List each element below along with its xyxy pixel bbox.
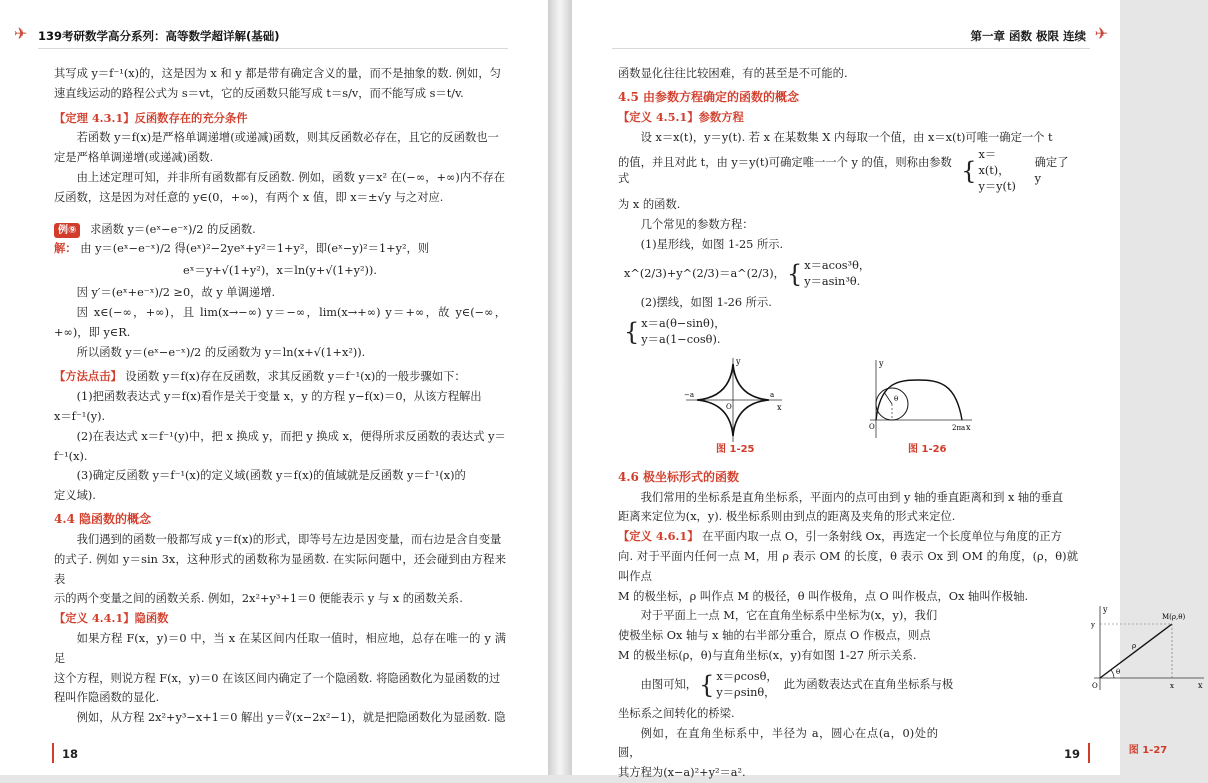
right-body [618,64,1203,783]
example-text: 求函数 y＝(eˣ−e⁻ˣ)/2 的反函数. [90,222,256,236]
paragraph: 定是严格单调递增(或递减)函数. [54,151,214,165]
param-definition-line: 的值，并且对此 t，由 y＝y(t)可确定唯一一个 y 的值，则称由参数式 { x＝x(t)， y＝y(t) 确定了 y [618,148,1069,194]
method-label: 【方法点击】 [54,369,122,384]
brace: { [624,317,640,346]
paragraph: 程叫作隐函数的显化. [54,691,160,705]
section-heading: 4.6 极坐标形式的函数 [618,469,740,484]
axis-label-y: y [1103,605,1108,615]
paragraph: 坐标系之间转化的桥梁. [618,706,735,720]
angle-label: θ [894,394,899,403]
solution-line: 解： 由 y＝(eˣ−e⁻ˣ)/2 得(eˣ)²−2yeˣ+y²＝1+y²，即(eˣ−y)²＝1+y²，则 [54,241,430,256]
right-running-header: 第一章 函数 极限 连续 [970,29,1086,43]
origin-label: O [1092,682,1098,691]
paragraph: 若函数 y＝f(x)是严格单调递增(或递减)函数，则其反函数必存在，且它的反函数也一 [76,131,499,145]
period-label: 2πa [952,423,966,432]
bird-logo-icon: ✈ [14,24,28,43]
paragraph: 速直线运动的路程公式为 s＝vt，它的反函数只能写成 t＝s/v，而不能写成 s＝t/v. [54,86,464,100]
paragraph: M 的极坐标，ρ 叫作点 M 的极径，θ 叫作极角，点 O 叫作极点，Ox 轴叫作极轴. [618,589,1029,603]
definition-line: 【定义 4.6.1】 在平面内取一点 O，引一条射线 Ox，再选定一个长度单位与角度的正方 [618,529,1062,544]
section-heading: 4.5 由参数方程确定的函数的概念 [618,89,800,104]
brace: { [699,670,715,699]
left-running-header: 139考研数学高分系列：高等数学超详解(基础) [38,29,280,43]
paragraph: 由上述定理可知，并非所有函数都有反函数. 例如，函数 y＝x² 在(−∞，+∞)内不存在 [76,170,506,184]
solution-label: 解： [54,241,77,256]
paragraph: 我们常用的坐标系是直角坐标系，平面内的点可由到 y 轴的垂直距离和到 x 轴的垂直 [640,490,1064,504]
paragraph: 函数显化往往比较困难，有的甚至是不可能的. [618,67,848,80]
figure-caption: 图 1-25 [716,443,755,455]
paragraph: 距离来定位为(x，y). 极坐标系则由到点的距离及夹角的形式来定位. [618,510,956,524]
page-number: 18 [62,747,79,761]
paragraph: 的式子. 例如 y＝sin 3x，这种形式的函数称为显函数. 在实际问题中，还会碰到由方程来表 [54,552,506,586]
paragraph: 因 y′＝(eˣ+e⁻ˣ)/2 ≥0，故 y 单调递增. [76,286,276,300]
cycloid-equation: { x＝a(θ−sinθ)， y＝a(1−cosθ). [624,316,726,346]
paragraph: f⁻¹(x). [54,449,88,463]
paragraph: 为 x 的函数. [618,198,681,212]
astroid-equation: x^(2/3)+y^(2/3)＝a^(2/3)， { x＝acos³θ， y＝asin³θ. [624,258,871,288]
left-page [0,0,548,775]
paragraph: (2)摆线，如图 1-26 所示. [640,295,772,309]
point-label-m: M(ρ,θ) [1162,613,1186,622]
paragraph: (3)确定反函数 y＝f⁻¹(x)的定义域(函数 y＝f(x)的值域就是反函数 y＝f⁻¹(x)的 [76,469,466,483]
left-body [54,64,506,728]
radius-label: ρ [1132,642,1137,651]
paragraph: 设 x＝x(t)，y＝y(t). 若 x 在某数集 X 内每取一个值，由 x＝x(t)可唯一确定一个 t [640,130,1053,144]
equation: eˣ＝y+√(1+y²)，x＝ln(y+√(1+y²)). [183,264,377,278]
point-label-a: a [770,390,775,399]
page-number-mark [1088,743,1090,763]
example-line [54,220,506,240]
right-page [572,0,1203,780]
cycloid-figure [866,354,976,446]
paragraph: 我们遇到的函数一般都写成 y＝f(x)的形式，即等号左边是因变量，而右边是含自变量 [76,532,502,546]
book-gutter [548,0,572,775]
paragraph: x＝f⁻¹(y). [54,409,106,423]
paragraph: 其方程为(x−a)²+y²＝a². [618,766,746,780]
header-rule [612,48,1090,49]
origin-label: O [726,402,732,411]
paragraph: 使极坐标 Ox 轴与 x 轴的右半部分重合，原点 O 作极点，则点 [618,629,931,643]
paragraph: 示的两个变量之间的函数关系. 例如，2x²+y³+1＝0 便能表示 y 与 x 的函数关系. [54,592,463,606]
paragraph: 其写成 y＝f⁻¹(x)的，这是因为 x 和 y 都是带有确定含义的量，而不是抽象的数. 例如，匀 [54,67,501,80]
example-badge: 例⑨ [54,223,80,238]
y-coordinate-label: y [1091,621,1095,630]
section-heading: 4.4 隐函数的概念 [54,511,152,526]
paragraph: 例如，在直角坐标系中，半径为 a，圆心在点(a，0)处的圆， [618,726,938,760]
theorem-label: 【定理 4.3.1】反函数存在的充分条件 [54,110,248,125]
axis-label-x: x [966,422,971,432]
axis-label-y: y [879,358,884,368]
polar-section [618,605,1203,783]
axis-label-y: y [736,356,741,366]
angle-label: θ [1116,668,1121,677]
paragraph: 定义域). [54,489,96,503]
figure-row [618,354,1078,454]
figure-caption: 图 1-27 [1128,745,1168,757]
paragraph: 对于平面上一点 M，它在直角坐标系中坐标为(x，y)，我们 [640,609,938,623]
brace: { [786,259,803,288]
point-label-neg-a: −a [684,390,695,399]
x-coordinate-label: x [1170,682,1174,691]
paragraph: 所以函数 y＝(eˣ−e⁻ˣ)/2 的反函数为 y＝ln(x+√(1+x²)). [76,345,366,359]
paragraph: 几个常见的参数方程： [640,218,754,232]
paragraph: (2)在表达式 x＝f⁻¹(y)中，把 x 换成 y，而把 y 换成 x，便得所求反函数的表达式 y＝ [76,429,506,443]
definition-label: 【定义 4.5.1】参数方程 [618,109,744,124]
paragraph: 这个方程，则说方程 F(x，y)＝0 在该区间内确定了一个隐函数. 将隐函数化为显函数的过 [54,671,501,685]
bird-logo-icon: ✈ [1094,24,1108,43]
paragraph: 因 x∈(−∞，+∞)，且 lim(x→−∞) y＝−∞，lim(x→+∞) y＝+∞，故 y∈(−∞，+∞)，即 y∈R. [54,305,506,339]
paragraph: 向. 对于平面内任何一点 M，用 ρ 表示 OM 的长度，θ 表示 Ox 到 OM 的角度，(ρ，θ)就叫作点 [618,549,1078,583]
origin-label: O [869,422,875,431]
definition-label: 【定义 4.6.1】 [618,529,699,544]
brace: { [961,157,977,186]
polar-figure-wrap [1088,602,1208,756]
definition-label: 【定义 4.4.1】隐函数 [54,611,169,626]
paragraph: 例如，从方程 2x²+y³−x+1＝0 解出 y＝∛(x−2x²−1)，就是把隐函数化为显函数. 隐 [76,711,506,725]
paragraph: 如果方程 F(x，y)＝0 中，当 x 在某区间内任取一值时，相应地，总存在唯一的 y 满足 [54,631,506,665]
axis-label-x: x [777,402,782,412]
page-number-mark [52,743,54,763]
paragraph: M 的极坐标(ρ，θ)与直角坐标(x，y)有如图 1-27 所示关系. [618,648,917,662]
polar-equation-line: 由图可知， { x＝ρcosθ， y＝ρsinθ， 此为函数表达式在直角坐标系与极 [640,669,954,699]
method-line: 【方法点击】 设函数 y＝f(x)存在反函数，求其反函数 y＝f⁻¹(x)的一般步骤如下： [54,369,466,384]
polar-figure [1088,602,1208,694]
page-number: 19 [1063,747,1080,761]
header-rule [38,48,508,49]
paragraph: 反函数，这是因为对任意的 y∈(0，+∞)，有两个 x 值，即 x＝±√y 与之对应. [54,190,444,204]
figure-caption: 图 1-26 [908,443,947,455]
astroid-figure [678,354,788,446]
paragraph: (1)星形线，如图 1-25 所示. [640,237,784,251]
paragraph: (1)把函数表达式 y＝f(x)看作是关于变量 x，y 的方程 y−f(x)＝0，从该方程解出 [76,390,482,404]
axis-label-x: x [1198,681,1203,691]
